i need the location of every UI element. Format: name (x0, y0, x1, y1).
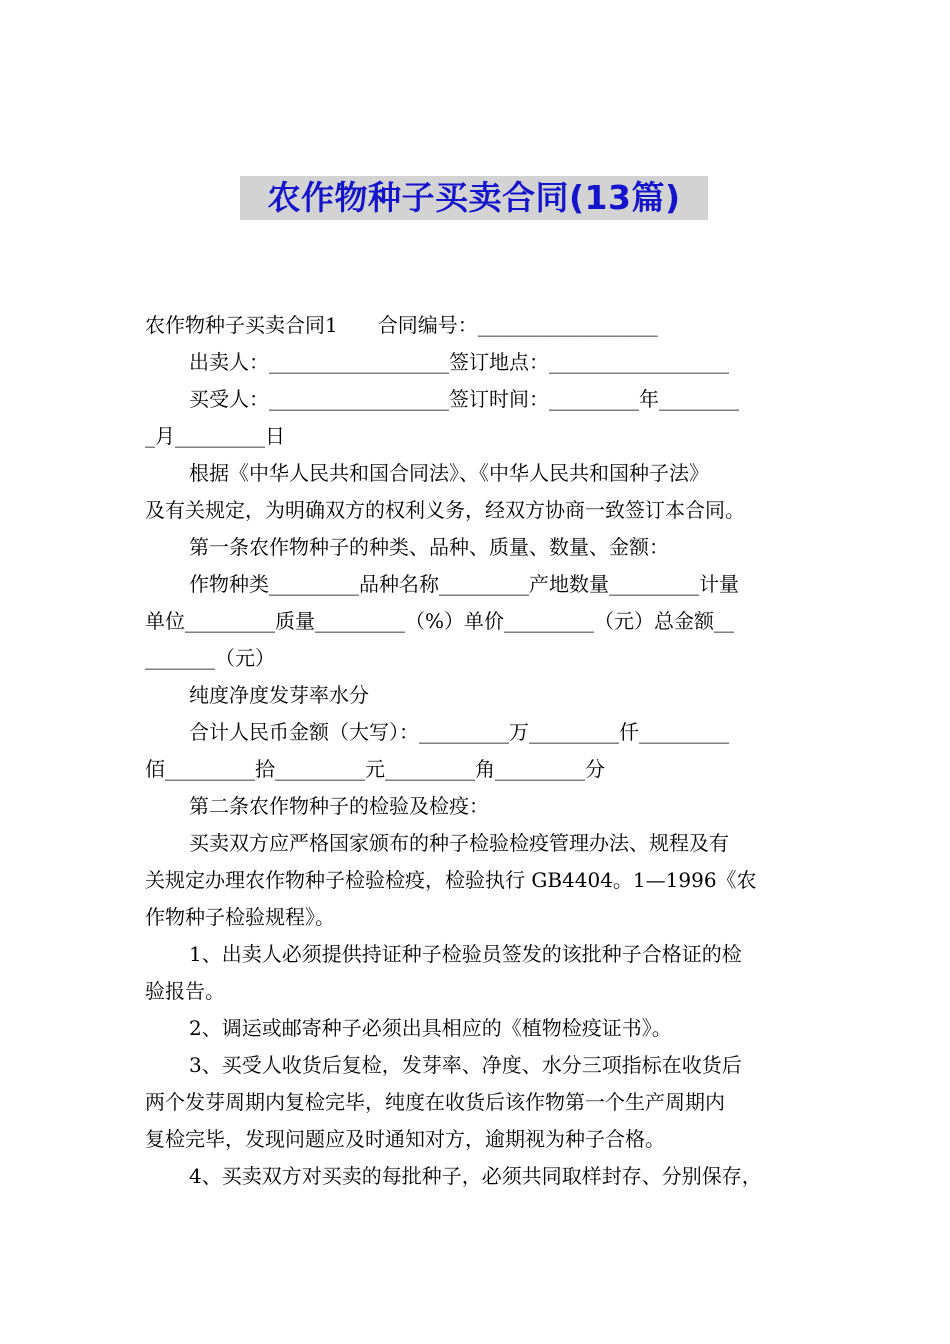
paragraph-line: 关规定办理农作物种子检验检疫，检验执行 GB4404。1—1996《农 (145, 868, 757, 892)
paragraph-line: 作物种类_________品种名称_________产地数量_________计量 (189, 572, 739, 596)
list-item-line: 1、出卖人必须提供持证种子检验员签发的该批种子合格证的检 (189, 942, 742, 966)
paragraph-line: 单位_________质量_________（%）单价_________（元）总金额__ (145, 609, 735, 633)
document-body (145, 307, 815, 1195)
document-title: 农作物种子买卖合同(13篇) (240, 176, 708, 220)
list-item-line: 复检完毕，发现问题应及时通知对方，逾期视为种子合格。 (145, 1127, 665, 1151)
seller-line: 出卖人：__________________签订地点：__________________ (189, 350, 729, 374)
list-item-line: 4、买卖双方对买卖的每批种子，必须共同取样封存、分别保存， (189, 1164, 762, 1188)
buyer-line: 买受人：__________________签订时间：_________年________ (189, 387, 739, 411)
list-item-line: 两个发芽周期内复检完毕，纯度在收货后该作物第一个生产周期内 (145, 1090, 725, 1114)
article-heading: 第一条农作物种子的种类、品种、质量、数量、金额： (189, 535, 669, 559)
date-line: _月_________日 (145, 424, 285, 448)
contract-heading-line: 农作物种子买卖合同1 合同编号：__________________ (145, 313, 658, 337)
list-item-line: 验报告。 (145, 979, 225, 1003)
paragraph-line: 合计人民币金额（大写）：_________万_________仟_________ (189, 720, 729, 744)
paragraph-line: 纯度净度发芽率水分 (189, 683, 369, 707)
paragraph-line: _______（元） (145, 646, 275, 670)
paragraph-line: 及有关规定，为明确双方的权利义务，经双方协商一致签订本合同。 (145, 498, 745, 522)
article-heading: 第二条农作物种子的检验及检疫： (189, 794, 489, 818)
paragraph-line: 作物种子检验规程》。 (145, 905, 335, 929)
list-item-line: 2、调运或邮寄种子必须出具相应的《植物检疫证书》。 (189, 1016, 672, 1040)
paragraph-line: 买卖双方应严格国家颁布的种子检验检疫管理办法、规程及有 (189, 831, 729, 855)
list-item-line: 3、买受人收货后复检，发芽率、净度、水分三项指标在收货后 (189, 1053, 742, 1077)
paragraph-line: 佰_________拾_________元_________角_________分 (145, 757, 605, 781)
paragraph-line: 根据《中华人民共和国合同法》、《中华人民共和国种子法》 (189, 461, 709, 485)
